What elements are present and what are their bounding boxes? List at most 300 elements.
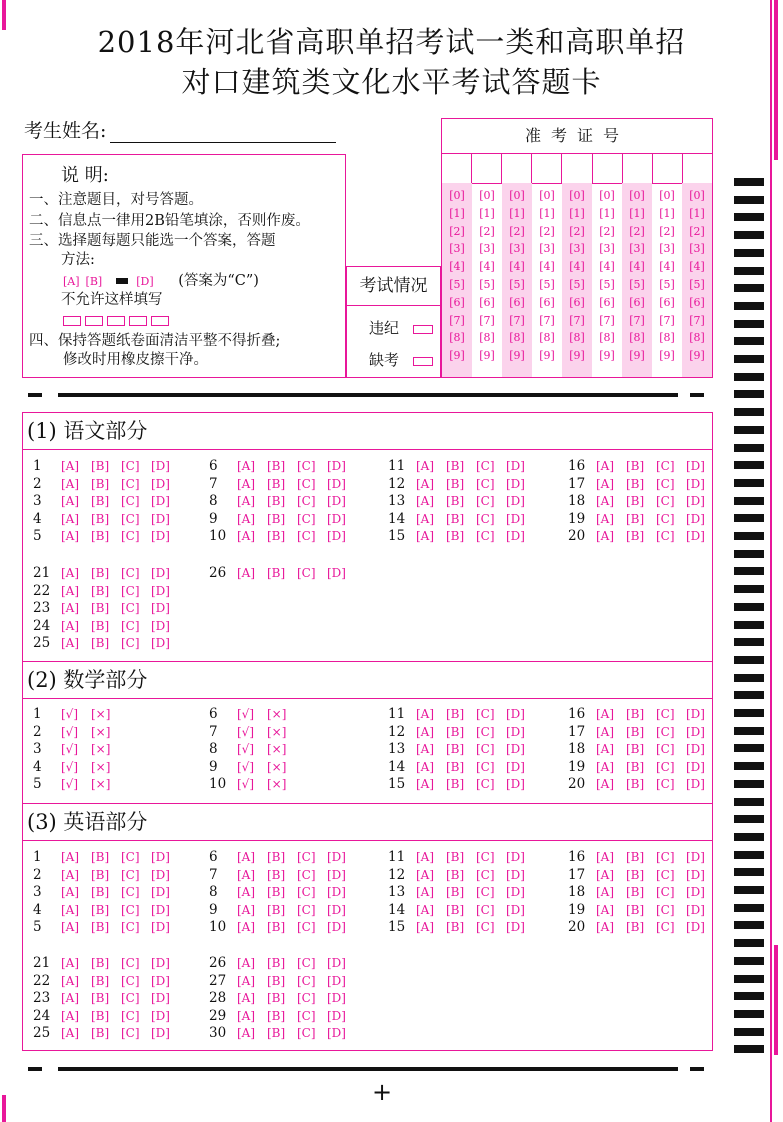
answer-bubble[interactable]: [D] [686,759,705,774]
digit-bubble[interactable]: [4] [689,260,705,274]
answer-bubble[interactable]: [D] [151,1008,170,1023]
answer-bubble[interactable]: [C] [121,529,140,543]
digit-bubble[interactable]: [3] [659,242,675,256]
admission-digit-column[interactable] [472,183,502,377]
answer-bubble[interactable]: [B] [626,724,645,739]
answer-bubble[interactable]: [D] [686,850,705,864]
answer-bubble[interactable]: [B] [91,583,110,598]
answer-bubble[interactable]: [C] [297,867,316,882]
answer-bubble[interactable]: [B] [446,920,465,934]
answer-bubble[interactable]: [C] [297,476,316,491]
answer-bubble[interactable]: [A] [61,867,80,882]
answer-bubble[interactable]: [D] [327,867,346,882]
answer-bubble[interactable]: [C] [656,476,675,491]
digit-bubble[interactable]: [9] [539,349,555,363]
answer-bubble[interactable]: [C] [297,885,316,899]
answer-bubble[interactable]: [C] [121,902,140,917]
answer-bubble[interactable]: [A] [61,476,80,491]
answer-bubble[interactable]: [A] [596,759,615,774]
admission-digit-column[interactable] [442,183,472,377]
answer-bubble[interactable]: [D] [686,529,705,543]
answer-bubble[interactable]: [D] [506,885,525,899]
answer-bubble[interactable]: [D] [327,920,346,934]
answer-bubble[interactable]: [C] [297,511,316,526]
digit-bubble[interactable]: [5] [509,277,525,291]
answer-bubble[interactable]: [B] [267,1008,286,1023]
answer-bubble[interactable]: [B] [446,777,465,791]
answer-bubble[interactable]: [D] [327,885,346,899]
answer-bubble[interactable]: [A] [61,885,80,899]
answer-bubble[interactable]: [C] [656,742,675,756]
answer-bubble[interactable]: [B] [91,920,110,934]
digit-bubble[interactable]: [8] [539,331,555,345]
answer-bubble[interactable]: [D] [151,956,170,970]
answer-bubble[interactable]: [B] [267,885,286,899]
answer-bubble[interactable]: [D] [327,902,346,917]
answer-bubble[interactable]: [D] [151,601,170,615]
answer-bubble[interactable]: [C] [121,494,140,508]
answer-bubble[interactable]: [C] [476,902,495,917]
answer-bubble[interactable]: [×] [267,742,287,756]
digit-bubble[interactable]: [4] [539,260,555,274]
answer-bubble[interactable]: [D] [506,529,525,543]
answer-bubble[interactable]: [D] [327,850,346,864]
answer-bubble[interactable]: [D] [506,920,525,934]
answer-bubble[interactable]: [D] [151,902,170,917]
digit-bubble[interactable]: [3] [569,242,585,256]
digit-bubble[interactable]: [6] [479,295,495,309]
answer-bubble[interactable]: [B] [91,867,110,882]
answer-bubble[interactable]: [B] [626,707,645,721]
answer-bubble[interactable]: [C] [476,529,495,543]
answer-bubble[interactable]: [B] [446,742,465,756]
answer-bubble[interactable]: [B] [626,529,645,543]
absent-bubble[interactable] [413,357,433,366]
digit-bubble[interactable]: [2] [659,224,675,238]
answer-bubble[interactable]: [B] [267,850,286,864]
answer-bubble[interactable]: [B] [91,902,110,917]
answer-bubble[interactable]: [B] [91,973,110,988]
answer-bubble[interactable]: [C] [121,991,140,1005]
answer-bubble[interactable]: [D] [327,459,346,473]
answer-bubble[interactable]: [×] [91,759,111,774]
answer-bubble[interactable]: [C] [121,583,140,598]
answer-bubble[interactable]: [C] [476,476,495,491]
answer-bubble[interactable]: [B] [91,494,110,508]
answer-bubble[interactable]: [A] [237,956,256,970]
answer-bubble[interactable]: [D] [151,511,170,526]
digit-bubble[interactable]: [6] [659,295,675,309]
answer-bubble[interactable]: [D] [506,742,525,756]
answer-bubble[interactable]: [B] [446,885,465,899]
answer-bubble[interactable]: [√] [61,724,79,739]
answer-bubble[interactable]: [B] [267,529,286,543]
answer-bubble[interactable]: [C] [121,885,140,899]
answer-bubble[interactable]: [C] [656,529,675,543]
answer-bubble[interactable]: [A] [596,724,615,739]
answer-bubble[interactable]: [C] [121,867,140,882]
answer-bubble[interactable]: [C] [656,511,675,526]
answer-bubble[interactable]: [D] [151,1026,170,1040]
answer-bubble[interactable]: [D] [151,867,170,882]
answer-bubble[interactable]: [×] [267,759,287,774]
digit-bubble[interactable]: [0] [569,189,585,202]
answer-bubble[interactable]: [A] [416,902,435,917]
answer-bubble[interactable]: [C] [297,1026,316,1040]
answer-bubble[interactable]: [D] [686,902,705,917]
answer-bubble[interactable]: [√] [237,707,255,721]
answer-bubble[interactable]: [B] [626,759,645,774]
answer-bubble[interactable]: [A] [61,956,80,970]
answer-bubble[interactable]: [A] [61,920,80,934]
answer-bubble[interactable]: [C] [476,759,495,774]
answer-bubble[interactable]: [C] [476,920,495,934]
answer-bubble[interactable]: [B] [446,850,465,864]
answer-bubble[interactable]: [C] [297,494,316,508]
answer-bubble[interactable]: [A] [416,777,435,791]
digit-bubble[interactable]: [3] [599,242,615,256]
answer-bubble[interactable]: [B] [91,476,110,491]
digit-bubble[interactable]: [9] [689,349,705,363]
answer-bubble[interactable]: [C] [476,850,495,864]
digit-bubble[interactable]: [8] [629,331,645,345]
digit-bubble[interactable]: [6] [509,295,525,309]
answer-bubble[interactable]: [B] [91,885,110,899]
answer-bubble[interactable]: [B] [267,956,286,970]
answer-bubble[interactable]: [A] [596,476,615,491]
answer-bubble[interactable]: [C] [121,601,140,615]
answer-bubble[interactable]: [B] [91,956,110,970]
answer-bubble[interactable]: [B] [626,867,645,882]
answer-bubble[interactable]: [D] [151,850,170,864]
digit-bubble[interactable]: [4] [449,260,465,274]
answer-bubble[interactable]: [B] [446,476,465,491]
answer-bubble[interactable]: [B] [626,511,645,526]
digit-bubble[interactable]: [5] [449,277,465,291]
answer-bubble[interactable]: [A] [61,850,80,864]
answer-bubble[interactable]: [B] [446,511,465,526]
answer-bubble[interactable]: [×] [267,724,287,739]
answer-bubble[interactable]: [B] [626,476,645,491]
answer-bubble[interactable]: [C] [121,636,140,650]
admission-digit-column[interactable] [682,183,712,377]
answer-bubble[interactable]: [B] [267,566,286,580]
answer-bubble[interactable]: [C] [656,777,675,791]
answer-bubble[interactable]: [C] [297,973,316,988]
answer-bubble[interactable]: [C] [297,850,316,864]
answer-bubble[interactable]: [C] [121,1026,140,1040]
answer-bubble[interactable]: [D] [151,583,170,598]
digit-bubble[interactable]: [7] [569,313,585,327]
digit-bubble[interactable]: [2] [569,224,585,238]
answer-bubble[interactable]: [A] [416,759,435,774]
answer-bubble[interactable]: [C] [656,707,675,721]
answer-bubble[interactable]: [A] [237,459,256,473]
answer-bubble[interactable]: [C] [121,920,140,934]
answer-bubble[interactable]: [C] [297,566,316,580]
answer-bubble[interactable]: [B] [91,459,110,473]
answer-bubble[interactable]: [C] [297,529,316,543]
answer-bubble[interactable]: [A] [596,529,615,543]
answer-bubble[interactable]: [D] [506,511,525,526]
answer-bubble[interactable]: [C] [297,991,316,1005]
digit-bubble[interactable]: [8] [689,331,705,345]
admission-digit-column[interactable] [502,183,532,377]
answer-bubble[interactable]: [A] [237,511,256,526]
answer-bubble[interactable]: [A] [61,973,80,988]
answer-bubble[interactable]: [A] [237,920,256,934]
answer-bubble[interactable]: [C] [656,850,675,864]
answer-bubble[interactable]: [D] [327,956,346,970]
answer-bubble[interactable]: [C] [476,777,495,791]
digit-bubble[interactable]: [7] [659,313,675,327]
answer-bubble[interactable]: [B] [626,777,645,791]
answer-bubble[interactable]: [×] [91,724,111,739]
candidate-name-field[interactable] [24,116,336,143]
digit-bubble[interactable]: [3] [539,242,555,256]
answer-bubble[interactable]: [C] [121,1008,140,1023]
admission-digit-column[interactable] [652,183,682,377]
answer-bubble[interactable]: [A] [596,511,615,526]
answer-bubble[interactable]: [A] [237,885,256,899]
answer-bubble[interactable]: [B] [446,529,465,543]
answer-bubble[interactable]: [B] [91,618,110,633]
answer-bubble[interactable]: [D] [151,476,170,491]
answer-bubble[interactable]: [A] [61,511,80,526]
answer-bubble[interactable]: [B] [626,459,645,473]
digit-bubble[interactable]: [9] [479,349,495,363]
answer-bubble[interactable]: [A] [416,511,435,526]
answer-bubble[interactable]: [C] [297,920,316,934]
digit-bubble[interactable]: [9] [629,349,645,363]
answer-bubble[interactable]: [D] [151,566,170,580]
answer-bubble[interactable]: [C] [121,973,140,988]
answer-bubble[interactable]: [A] [596,867,615,882]
answer-bubble[interactable]: [B] [626,885,645,899]
digit-bubble[interactable]: [3] [479,242,495,256]
answer-bubble[interactable]: [A] [416,494,435,508]
digit-bubble[interactable]: [9] [449,349,465,363]
answer-bubble[interactable]: [B] [267,902,286,917]
answer-bubble[interactable]: [A] [237,476,256,491]
answer-bubble[interactable]: [A] [237,991,256,1005]
answer-bubble[interactable]: [C] [656,902,675,917]
answer-bubble[interactable]: [A] [61,566,80,580]
answer-bubble[interactable]: [B] [91,636,110,650]
digit-bubble[interactable]: [9] [569,349,585,363]
digit-bubble[interactable]: [9] [659,349,675,363]
answer-bubble[interactable]: [A] [416,476,435,491]
answer-bubble[interactable]: [C] [121,566,140,580]
answer-bubble[interactable]: [D] [686,707,705,721]
answer-bubble[interactable]: [A] [61,618,80,633]
admission-digit-column[interactable] [532,183,562,377]
answer-bubble[interactable]: [D] [686,459,705,473]
digit-bubble[interactable]: [8] [479,331,495,345]
name-underline[interactable] [110,120,336,143]
digit-bubble[interactable]: [8] [449,331,465,345]
answer-bubble[interactable]: [B] [267,494,286,508]
digit-bubble[interactable]: [6] [539,295,555,309]
digit-bubble[interactable]: [2] [629,224,645,238]
answer-bubble[interactable]: [D] [327,511,346,526]
answer-bubble[interactable]: [×] [91,707,111,721]
answer-bubble[interactable]: [B] [267,1026,286,1040]
answer-bubble[interactable]: [B] [446,867,465,882]
digit-bubble[interactable]: [1] [449,206,465,220]
answer-bubble[interactable]: [D] [151,973,170,988]
answer-bubble[interactable]: [D] [506,759,525,774]
digit-bubble[interactable]: [0] [629,189,645,202]
digit-bubble[interactable]: [5] [689,277,705,291]
answer-bubble[interactable]: [B] [91,529,110,543]
digit-bubble[interactable]: [7] [509,313,525,327]
answer-bubble[interactable]: [D] [151,494,170,508]
digit-bubble[interactable]: [8] [509,331,525,345]
answer-bubble[interactable]: [C] [297,902,316,917]
digit-bubble[interactable]: [1] [659,206,675,220]
digit-bubble[interactable]: [6] [449,295,465,309]
answer-bubble[interactable]: [D] [327,991,346,1005]
answer-bubble[interactable]: [B] [91,1008,110,1023]
answer-bubble[interactable]: [C] [476,459,495,473]
answer-bubble[interactable]: [A] [237,850,256,864]
admission-bubble-grid[interactable] [442,183,712,377]
digit-bubble[interactable]: [6] [629,295,645,309]
answer-bubble[interactable]: [A] [61,902,80,917]
answer-bubble[interactable]: [B] [91,511,110,526]
digit-bubble[interactable]: [5] [629,277,645,291]
answer-bubble[interactable]: [B] [91,850,110,864]
digit-bubble[interactable]: [4] [599,260,615,274]
answer-bubble[interactable]: [C] [476,511,495,526]
digit-bubble[interactable]: [0] [479,189,495,202]
answer-bubble[interactable]: [C] [297,459,316,473]
answer-bubble[interactable]: [D] [327,529,346,543]
digit-bubble[interactable]: [6] [569,295,585,309]
answer-bubble[interactable]: [B] [91,1026,110,1040]
answer-bubble[interactable]: [D] [327,973,346,988]
answer-bubble[interactable]: [C] [476,707,495,721]
answer-bubble[interactable]: [C] [656,920,675,934]
digit-bubble[interactable]: [4] [629,260,645,274]
answer-bubble[interactable]: [A] [416,920,435,934]
digit-bubble[interactable]: [8] [569,331,585,345]
answer-bubble[interactable]: [D] [686,885,705,899]
digit-bubble[interactable]: [4] [509,260,525,274]
answer-bubble[interactable]: [A] [416,850,435,864]
digit-bubble[interactable]: [8] [599,331,615,345]
answer-bubble[interactable]: [D] [506,459,525,473]
digit-bubble[interactable]: [2] [449,224,465,238]
answer-bubble[interactable]: [C] [297,1008,316,1023]
answer-bubble[interactable]: [A] [596,902,615,917]
answer-bubble[interactable]: [D] [327,494,346,508]
digit-bubble[interactable]: [1] [539,206,555,220]
answer-bubble[interactable]: [D] [686,777,705,791]
answer-bubble[interactable]: [D] [506,902,525,917]
digit-bubble[interactable]: [4] [479,260,495,274]
digit-bubble[interactable]: [9] [599,349,615,363]
answer-bubble[interactable]: [A] [61,1026,80,1040]
digit-bubble[interactable]: [5] [479,277,495,291]
answer-bubble[interactable]: [A] [61,459,80,473]
answer-bubble[interactable]: [C] [656,459,675,473]
answer-bubble[interactable]: [B] [626,850,645,864]
answer-bubble[interactable]: [D] [506,707,525,721]
digit-bubble[interactable]: [7] [689,313,705,327]
answer-bubble[interactable]: [D] [686,511,705,526]
answer-bubble[interactable]: [×] [267,777,287,791]
digit-bubble[interactable]: [5] [599,277,615,291]
digit-bubble[interactable]: [3] [509,242,525,256]
answer-bubble[interactable]: [A] [596,707,615,721]
answer-bubble[interactable]: [D] [686,476,705,491]
answer-bubble[interactable]: [D] [151,991,170,1005]
digit-bubble[interactable]: [2] [539,224,555,238]
digit-bubble[interactable]: [7] [449,313,465,327]
answer-bubble[interactable]: [√] [237,759,255,774]
answer-bubble[interactable]: [A] [61,991,80,1005]
answer-bubble[interactable]: [C] [297,956,316,970]
digit-bubble[interactable]: [7] [479,313,495,327]
digit-bubble[interactable]: [5] [659,277,675,291]
digit-bubble[interactable]: [0] [599,189,615,202]
answer-bubble[interactable]: [D] [327,1026,346,1040]
answer-bubble[interactable]: [A] [596,494,615,508]
admission-digit-column[interactable] [562,183,592,377]
answer-bubble[interactable]: [A] [596,920,615,934]
answer-bubble[interactable]: [A] [416,724,435,739]
digit-bubble[interactable]: [5] [569,277,585,291]
answer-bubble[interactable]: [A] [416,707,435,721]
answer-bubble[interactable]: [D] [506,777,525,791]
answer-bubble[interactable]: [C] [476,742,495,756]
digit-bubble[interactable]: [7] [599,313,615,327]
answer-bubble[interactable]: [B] [446,494,465,508]
digit-bubble[interactable]: [0] [539,189,555,202]
answer-bubble[interactable]: [B] [446,707,465,721]
answer-bubble[interactable]: [C] [656,885,675,899]
answer-bubble[interactable]: [C] [121,618,140,633]
answer-bubble[interactable]: [C] [121,459,140,473]
answer-bubble[interactable]: [B] [267,459,286,473]
answer-bubble[interactable]: [A] [61,529,80,543]
answer-bubble[interactable]: [D] [686,920,705,934]
answer-bubble[interactable]: [A] [416,742,435,756]
digit-bubble[interactable]: [9] [509,349,525,363]
digit-bubble[interactable]: [0] [689,189,705,202]
answer-bubble[interactable]: [B] [267,920,286,934]
absent-row[interactable] [369,349,433,370]
digit-bubble[interactable]: [4] [569,260,585,274]
answer-bubble[interactable]: [D] [151,529,170,543]
admission-write-cells[interactable] [442,153,712,184]
answer-bubble[interactable]: [D] [506,850,525,864]
digit-bubble[interactable]: [7] [539,313,555,327]
answer-bubble[interactable]: [C] [476,494,495,508]
admission-digit-column[interactable] [622,183,652,377]
answer-bubble[interactable]: [B] [446,459,465,473]
answer-bubble[interactable]: [A] [237,1026,256,1040]
digit-bubble[interactable]: [1] [629,206,645,220]
answer-bubble[interactable]: [D] [151,636,170,650]
answer-bubble[interactable]: [D] [506,494,525,508]
answer-bubble[interactable]: [A] [61,494,80,508]
digit-bubble[interactable]: [1] [569,206,585,220]
digit-bubble[interactable]: [3] [689,242,705,256]
digit-bubble[interactable]: [2] [689,224,705,238]
